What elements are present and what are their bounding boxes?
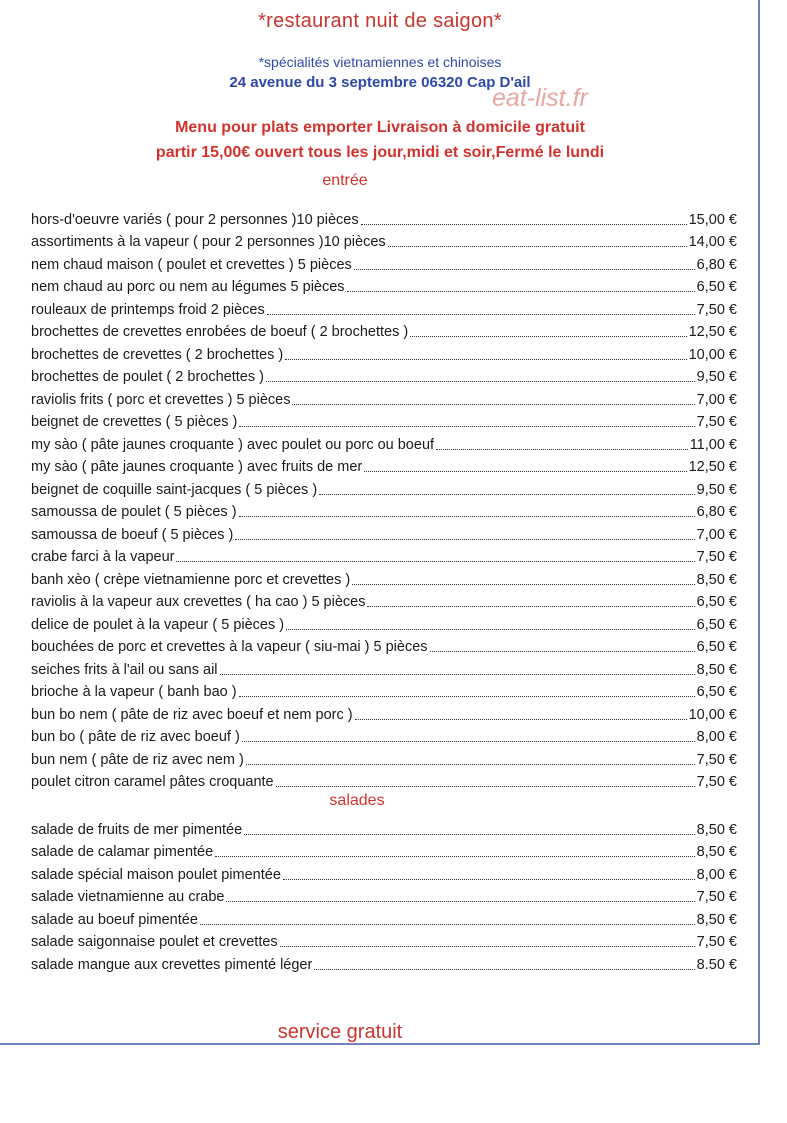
menu-item-price: 6,50 €	[696, 639, 737, 655]
dot-leader	[235, 539, 694, 540]
menu-item	[31, 521, 737, 544]
menu-item-name: assortiments à la vapeur ( pour 2 personnes )10 pièces	[31, 234, 386, 250]
menu-info-line-1: Menu pour plats emporter Livraison à domicile gratuit	[175, 119, 585, 136]
menu-item-name: samoussa de poulet ( 5 pièces )	[31, 504, 237, 520]
dot-leader	[410, 336, 686, 337]
menu-item-name: raviolis à la vapeur aux crevettes ( ha cao ) 5 pièces	[31, 594, 366, 610]
menu-item-name: brochettes de poulet ( 2 brochettes )	[31, 369, 264, 385]
menu-item	[31, 206, 737, 229]
menu-item-price: 11,00 €	[689, 436, 737, 453]
menu-item-name: hors-d'oeuvre variés ( pour 2 personnes )10 pièces	[31, 211, 359, 228]
menu-item-price: 9,50 €	[696, 481, 737, 498]
dot-leader	[285, 359, 686, 360]
menu-item	[31, 341, 737, 364]
address: 24 avenue du 3 septembre 06320 Cap D'ail	[229, 74, 531, 91]
menu-item-name: bun bo nem ( pâte de riz avec boeuf et nem porc )	[31, 706, 353, 723]
dot-leader	[367, 606, 694, 607]
menu-item-name: beignet de coquille saint-jacques ( 5 pièces )	[31, 481, 318, 498]
menu-item-price: 8,50 €	[696, 844, 737, 860]
menu-item	[31, 589, 737, 612]
menu-item	[31, 409, 737, 432]
menu-item-price: 12,50 €	[688, 324, 737, 340]
menu-item-price: 8,50 €	[696, 911, 737, 928]
menu-item-name: salade spécial maison poulet pimentée	[31, 866, 281, 883]
menu-item-price: 7,50 €	[696, 934, 737, 950]
section-title-entree: entrée	[322, 172, 368, 189]
menu-item-name: seiches frits à l'ail ou sans ail	[31, 661, 218, 678]
menu-item-name: my sào ( pâte jaunes croquante ) avec fruits de mer	[31, 459, 363, 475]
menu-item	[31, 656, 737, 679]
menu-item	[31, 229, 737, 252]
menu-item-price: 8,00 €	[696, 729, 737, 745]
salades-list	[31, 816, 737, 974]
dot-leader	[244, 834, 695, 835]
dot-leader	[246, 764, 695, 765]
menu-item-price: 7,00 €	[696, 391, 737, 408]
menu-item	[31, 544, 737, 567]
menu-item-price: 7,50 €	[696, 774, 737, 790]
menu-item	[31, 634, 737, 657]
dot-leader	[280, 946, 695, 947]
menu-item-price: 14,00 €	[688, 234, 737, 250]
menu-item	[31, 611, 737, 634]
dot-leader	[436, 449, 688, 450]
menu-item-price: 7,00 €	[696, 526, 737, 543]
menu-item	[31, 906, 737, 929]
menu-item-name: salade de calamar pimentée	[31, 844, 214, 860]
menu-item	[31, 566, 737, 589]
menu-item-price: 6,50 €	[696, 616, 737, 633]
dot-leader	[266, 381, 695, 382]
menu-item	[31, 274, 737, 297]
menu-item-name: bun nem ( pâte de riz avec nem )	[31, 751, 244, 768]
menu-item-name: salade vietnamienne au crabe	[31, 889, 225, 905]
menu-item-price: 7,50 €	[696, 889, 737, 905]
menu-item-price: 6,50 €	[696, 594, 737, 610]
menu-item	[31, 746, 737, 769]
menu-item	[31, 951, 737, 974]
dot-leader	[292, 404, 694, 405]
menu-item	[31, 476, 737, 499]
dot-leader	[176, 561, 694, 562]
menu-item	[31, 319, 737, 342]
menu-item-name: banh xèo ( crèpe vietnamienne porc et crevettes )	[31, 571, 351, 588]
menu-item-name: samoussa de boeuf ( 5 pièces )	[31, 526, 234, 543]
dot-leader	[361, 224, 687, 225]
dot-leader	[283, 879, 695, 880]
menu-item-name: bun bo ( pâte de riz avec boeuf )	[31, 729, 240, 745]
menu-item	[31, 386, 737, 409]
menu-item-name: delice de poulet à la vapeur ( 5 pièces )	[31, 616, 285, 633]
menu-item-price: 6,50 €	[696, 279, 737, 295]
menu-item-price: 7,50 €	[696, 414, 737, 430]
menu-item	[31, 679, 737, 702]
menu-item	[31, 431, 737, 454]
dot-leader	[355, 719, 687, 720]
menu-item-price: 8,50 €	[696, 661, 737, 678]
menu-item	[31, 364, 737, 387]
cuisine-subtitle: *spécialités vietnamiennes et chinoises	[258, 54, 502, 70]
dot-leader	[286, 629, 695, 630]
menu-item-name: nem chaud au porc ou nem au légumes 5 pièces	[31, 279, 345, 295]
dot-leader	[347, 291, 695, 292]
menu-item	[31, 454, 737, 477]
dot-leader	[276, 786, 695, 787]
dot-leader	[215, 856, 695, 857]
menu-item-price: 9,50 €	[696, 369, 737, 385]
menu-item	[31, 929, 737, 952]
footer-service: service gratuit	[277, 1021, 403, 1043]
menu-item-name: salade de fruits de mer pimentée	[31, 821, 243, 838]
dot-leader	[239, 426, 694, 427]
menu-item	[31, 701, 737, 724]
menu-item	[31, 884, 737, 907]
dot-leader	[267, 314, 695, 315]
dot-leader	[239, 696, 695, 697]
watermark: eat-list.fr	[492, 84, 588, 112]
menu-item-name: salade saigonnaise poulet et crevettes	[31, 934, 278, 950]
menu-item-price: 7,50 €	[696, 549, 737, 565]
menu-item-name: salade mangue aux crevettes pimenté léger	[31, 956, 313, 973]
menu-item	[31, 816, 737, 839]
menu-item-price: 12,50 €	[688, 459, 737, 475]
menu-item-price: 8,50 €	[696, 571, 737, 588]
menu-item-price: 7,50 €	[696, 751, 737, 768]
menu-item-price: 10,00 €	[688, 346, 737, 363]
menu-item	[31, 839, 737, 862]
dot-leader	[354, 269, 695, 270]
menu-item-name: crabe farci à la vapeur	[31, 549, 175, 565]
menu-item-price: 10,00 €	[688, 706, 737, 723]
menu-item	[31, 724, 737, 747]
dot-leader	[388, 246, 687, 247]
menu-item	[31, 296, 737, 319]
dot-leader	[319, 494, 695, 495]
menu-item-name: bouchées de porc et crevettes à la vapeur ( siu-mai ) 5 pièces	[31, 639, 428, 655]
menu-item-price: 8,00 €	[696, 866, 737, 883]
menu-item-price: 15,00 €	[688, 211, 737, 228]
menu-item-name: salade au boeuf pimentée	[31, 911, 198, 928]
dot-leader	[430, 651, 695, 652]
dot-leader	[200, 924, 695, 925]
menu-item	[31, 499, 737, 522]
menu-item-name: rouleaux de printemps froid 2 pièces	[31, 301, 265, 318]
dot-leader	[242, 741, 695, 742]
menu-item-name: beignet de crevettes ( 5 pièces )	[31, 414, 238, 430]
menu-item-name: nem chaud maison ( poulet et crevettes ) 5 pièces	[31, 256, 352, 273]
dot-leader	[314, 969, 694, 970]
dot-leader	[239, 516, 695, 517]
dot-leader	[352, 584, 695, 585]
dot-leader	[220, 674, 695, 675]
menu-item	[31, 769, 737, 792]
entree-list	[31, 206, 737, 791]
menu-item-name: raviolis frits ( porc et crevettes ) 5 pièces	[31, 391, 291, 408]
restaurant-title: *restaurant nuit de saigon*	[258, 10, 502, 32]
menu-item-price: 8,50 €	[696, 821, 737, 838]
dot-leader	[226, 901, 694, 902]
menu-item-price: 8.50 €	[696, 956, 737, 973]
menu-item-price: 6,80 €	[696, 504, 737, 520]
menu-item-price: 6,50 €	[696, 684, 737, 700]
dot-leader	[364, 471, 686, 472]
menu-item-name: brioche à la vapeur ( banh bao )	[31, 684, 237, 700]
menu-item-price: 6,80 €	[696, 256, 737, 273]
section-title-salades: salades	[329, 792, 385, 809]
menu-item-name: brochettes de crevettes enrobées de boeuf ( 2 brochettes )	[31, 324, 409, 340]
menu-item	[31, 251, 737, 274]
menu-item-name: brochettes de crevettes ( 2 brochettes )	[31, 346, 284, 363]
menu-item-name: poulet citron caramel pâtes croquante	[31, 774, 274, 790]
menu-item-name: my sào ( pâte jaunes croquante ) avec poulet ou porc ou boeuf	[31, 436, 435, 453]
menu-info-line-2: partir 15,00€ ouvert tous les jour,midi et soir,Fermé le lundi	[155, 144, 605, 161]
menu-item-price: 7,50 €	[696, 301, 737, 318]
menu-item	[31, 861, 737, 884]
